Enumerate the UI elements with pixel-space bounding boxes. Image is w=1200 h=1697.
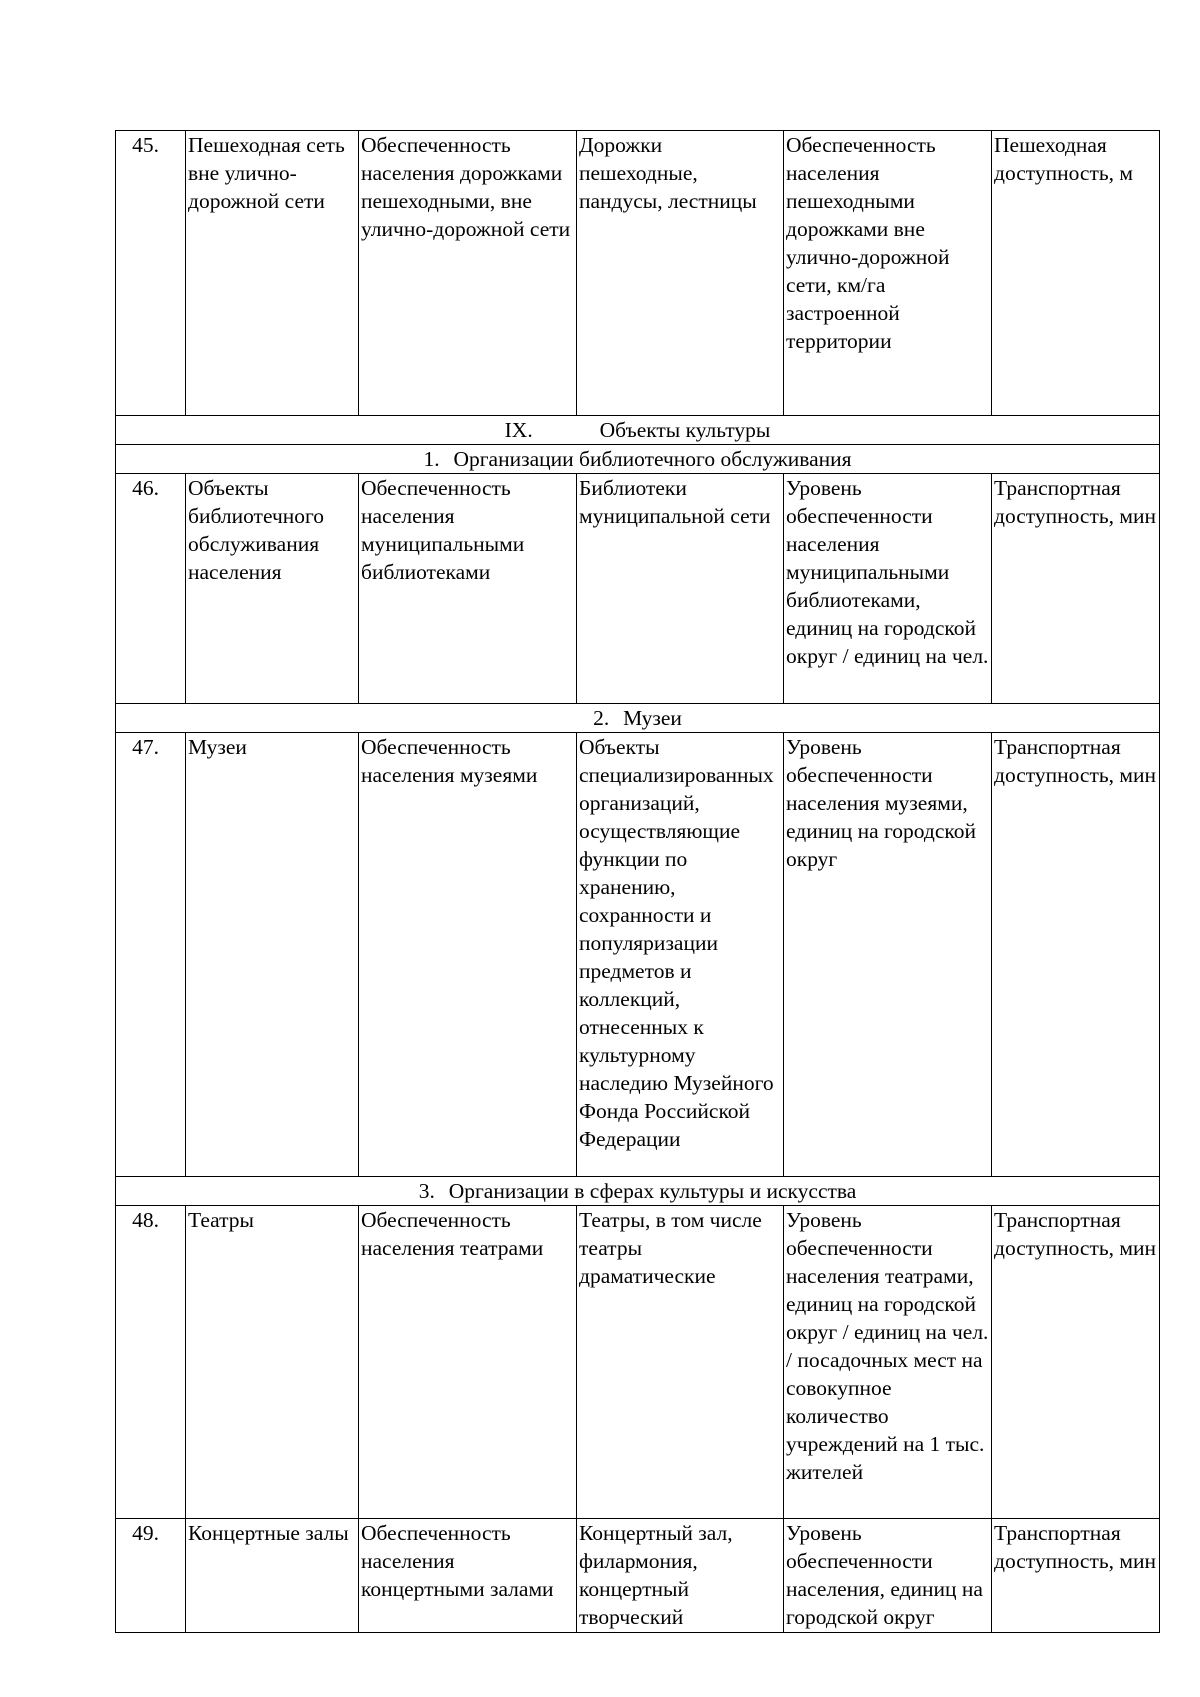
calculation-cell: Уровень обеспеченности населения музеями, единиц на городской округ (784, 733, 992, 1177)
object-name-cell: Концертные залы (186, 1519, 359, 1633)
indicator-cell: Обеспеченность населения музеями (359, 733, 577, 1177)
accessibility-cell: Транспортная доступность, мин (992, 733, 1160, 1177)
table-row (116, 474, 1160, 704)
accessibility-cell: Транспортная доступность, мин (992, 1519, 1160, 1633)
section-marker: IX. (504, 418, 533, 442)
subsection-heading (116, 445, 1160, 474)
section-heading (116, 416, 1160, 445)
calculation-cell: Уровень обеспеченности населения муниципальными библиотеками, единиц на городской округ / единиц на чел. (784, 474, 992, 704)
objects-cell: Библиотеки муниципальной сети (577, 474, 784, 704)
section-row (116, 416, 1160, 445)
indicator-cell: Обеспеченность населения концертными залами (359, 1519, 577, 1633)
row-number: 47. (116, 733, 186, 1177)
subsection-marker: 3. (418, 1179, 435, 1203)
row-number: 46. (116, 474, 186, 704)
accessibility-cell: Транспортная доступность, мин (992, 474, 1160, 704)
indicator-cell: Обеспеченность населения театрами (359, 1206, 577, 1519)
calculation-cell: Уровень обеспеченности населения театрами, единиц на городской округ / единиц на чел. / посадочных мест на совокупное количество учреждений на 1 тыс. жителей (784, 1206, 992, 1519)
subsection-title: Организации библиотечного обслуживания (453, 447, 852, 471)
section-title: Объекты культуры (599, 418, 771, 442)
object-name-cell: Объекты библиотечного обслуживания населения (186, 474, 359, 704)
table-row (116, 131, 1160, 416)
row-number: 45. (116, 131, 186, 416)
accessibility-cell: Пешеходная доступность, м (992, 131, 1160, 416)
objects-cell: Театры, в том числе театры драматические (577, 1206, 784, 1519)
subsection-heading (116, 1177, 1160, 1206)
subsection-marker: 1. (423, 447, 440, 471)
subsection-title: Организации в сферах культуры и искусства (448, 1179, 857, 1203)
calculation-cell: Уровень обеспеченности населения, единиц на городской округ (784, 1519, 992, 1633)
object-name-cell: Пешеходная сеть вне улично-дорожной сети (186, 131, 359, 416)
subsection-title: Музеи (623, 706, 682, 730)
objects-cell: Дорожки пешеходные, пандусы, лестницы (577, 131, 784, 416)
indicator-cell: Обеспеченность населения дорожками пешеходными, вне улично-дорожной сети (359, 131, 577, 416)
subsection-heading (116, 704, 1160, 733)
accessibility-cell: Транспортная доступность, мин (992, 1206, 1160, 1519)
object-name-cell: Музеи (186, 733, 359, 1177)
row-number: 49. (116, 1519, 186, 1633)
row-number: 48. (116, 1206, 186, 1519)
subsection-row (116, 704, 1160, 733)
objects-cell: Концертный зал, филармония, концертный творческий (577, 1519, 784, 1633)
subsection-row (116, 445, 1160, 474)
object-name-cell: Театры (186, 1206, 359, 1519)
table-row (116, 733, 1160, 1177)
indicators-table (115, 130, 1160, 1633)
table-row (116, 1206, 1160, 1519)
calculation-cell: Обеспеченность населения пешеходными дорожками вне улично-дорожной сети, км/га застроенной территории (784, 131, 992, 416)
table-row (116, 1519, 1160, 1633)
indicator-cell: Обеспеченность населения муниципальными библиотеками (359, 474, 577, 704)
subsection-marker: 2. (593, 706, 610, 730)
objects-cell: Объекты специализированных организаций, осуществляющие функции по хранению, сохранности и популяризации предметов и коллекций, отнесенных к культурному наследию Музейного Фонда Российской Федерации (577, 733, 784, 1177)
subsection-row (116, 1177, 1160, 1206)
